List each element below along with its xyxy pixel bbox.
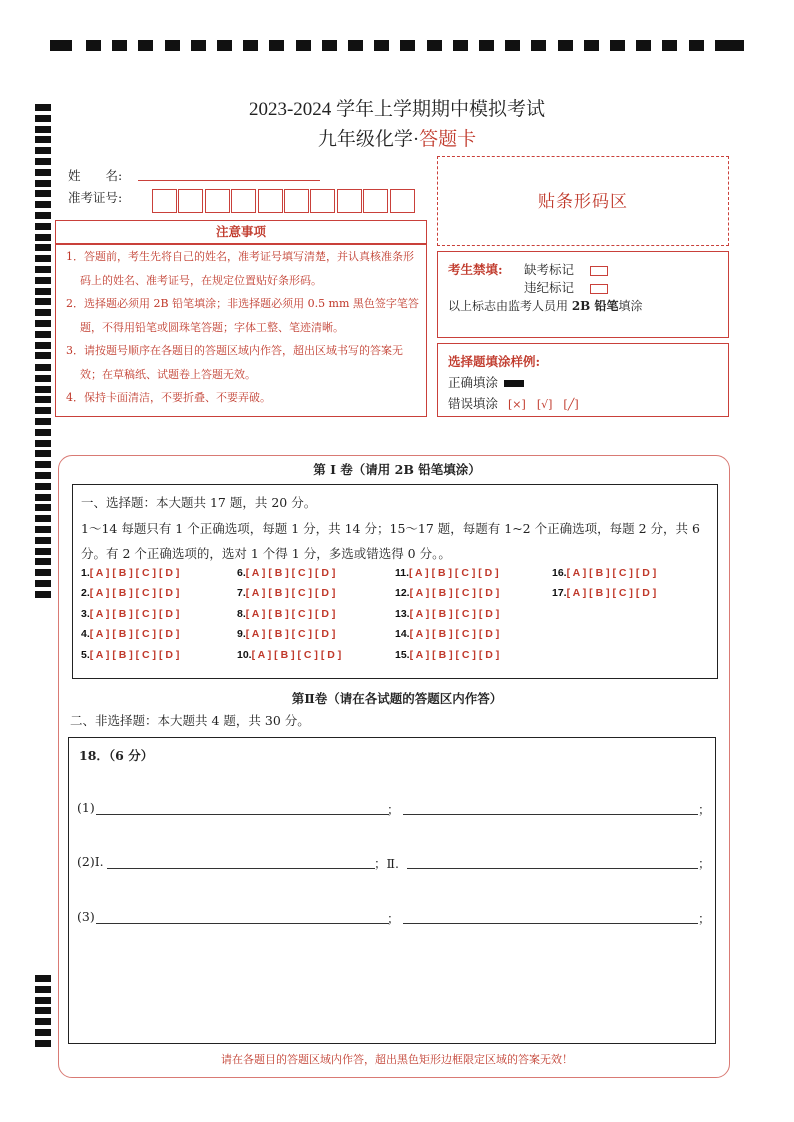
part1-title: 第 I 卷（请用 2B 铅笔填涂） bbox=[313, 462, 481, 477]
timing-mark bbox=[35, 386, 51, 393]
choice-section-title: 一、选择题：本大题共 17 题，共 20 分。 bbox=[81, 495, 317, 510]
exam-id-digit-box[interactable] bbox=[390, 189, 415, 213]
timing-mark bbox=[35, 190, 51, 197]
q18-row1-end: ； bbox=[698, 802, 711, 817]
notice-body bbox=[55, 244, 427, 417]
notice-header bbox=[55, 220, 427, 244]
timing-mark bbox=[35, 288, 51, 295]
choice-question-12[interactable] bbox=[395, 587, 499, 599]
part2-title: 第Ⅱ卷（请在各试题的答题区内作答） bbox=[291, 691, 503, 706]
choice-question-4[interactable] bbox=[81, 628, 179, 640]
choice-question-16[interactable] bbox=[552, 567, 656, 579]
option-bubbles[interactable]: [ A ] [ B ] [ C ] [ D ] bbox=[409, 587, 500, 599]
option-bubbles[interactable]: [ A ] [ B ] [ C ] [ D ] bbox=[89, 628, 180, 640]
timing-mark bbox=[348, 40, 363, 51]
timing-mark bbox=[479, 40, 494, 51]
timing-mark bbox=[35, 407, 51, 414]
choice-section bbox=[72, 484, 718, 679]
timing-mark bbox=[584, 40, 599, 51]
timing-mark bbox=[689, 40, 704, 51]
q18-row2-blank2[interactable] bbox=[407, 868, 698, 869]
timing-mark bbox=[427, 40, 442, 51]
absent-checkbox bbox=[590, 266, 608, 276]
question-number: 10. bbox=[237, 649, 252, 661]
violation-mark: 违纪标记 bbox=[524, 278, 608, 296]
choice-question-11[interactable] bbox=[395, 567, 499, 579]
timing-mark bbox=[35, 234, 51, 241]
question-number: 5. bbox=[81, 649, 90, 661]
exam-id-digit-box[interactable] bbox=[205, 189, 230, 213]
option-bubbles[interactable]: [ A ] [ B ] [ C ] [ D ] bbox=[245, 587, 336, 599]
notice-item: 3．请按题号顺序在各题目的答题区域内作答，超出区域书写的答案无效；在草稿纸、试题卷上答题无效。 bbox=[66, 344, 403, 381]
timing-mark bbox=[269, 40, 284, 51]
timing-mark bbox=[35, 504, 51, 511]
timing-mark bbox=[636, 40, 651, 51]
sample-title: 选择题填涂样例: bbox=[448, 354, 541, 369]
timing-mark bbox=[662, 40, 677, 51]
filled-mark bbox=[504, 380, 524, 387]
q18-row3-sep: ； bbox=[387, 911, 400, 926]
exam-id-label: 准考证号: bbox=[68, 190, 123, 205]
timing-mark bbox=[35, 997, 51, 1004]
exam-id-digit-box[interactable] bbox=[231, 189, 256, 213]
q18-row2-sep: ；Ⅱ. bbox=[374, 856, 399, 871]
choice-instructions: 1～14 每题只有 1 个正确选项，每题 1 分，共 14 分；15～17 题，每题有 1~2 个正确选项，每题 2 分，共 6 分。有 2 个正确选项的，选对 1 个得 1 分，多选或错选得 0 分。。 bbox=[81, 521, 700, 561]
choice-question-9[interactable] bbox=[237, 628, 335, 640]
timing-mark bbox=[322, 40, 337, 51]
timing-mark bbox=[35, 266, 51, 273]
q18-row2-end: ； bbox=[698, 856, 711, 871]
question-number: 15. bbox=[395, 649, 410, 661]
option-bubbles[interactable]: [ A ] [ B ] [ C ] [ D ] bbox=[251, 649, 342, 661]
timing-mark bbox=[243, 40, 258, 51]
timing-mark bbox=[558, 40, 573, 51]
barcode-area-label: 贴条形码区 bbox=[538, 192, 628, 212]
timing-mark bbox=[35, 396, 51, 403]
q18-row2-blank1[interactable] bbox=[107, 868, 375, 869]
forbidden-title: 考生禁填: bbox=[448, 262, 503, 277]
timing-mark bbox=[296, 40, 311, 51]
question-number: 7. bbox=[237, 587, 246, 599]
timing-mark bbox=[35, 591, 51, 598]
timing-mark bbox=[35, 580, 51, 587]
choice-question-8[interactable] bbox=[237, 608, 335, 620]
option-bubbles[interactable]: [ A ] [ B ] [ C ] [ D ] bbox=[89, 649, 180, 661]
violation-checkbox bbox=[590, 284, 608, 294]
option-bubbles[interactable]: [ A ] [ B ] [ C ] [ D ] bbox=[89, 587, 180, 599]
notice-item: 2．选择题必须用 2B 铅笔填涂；非选择题必须用 0.5 mm 黑色签字笔答题，不得用铅笔或圆珠笔答题；字体工整、笔迹清晰。 bbox=[66, 297, 419, 334]
timing-mark bbox=[35, 158, 51, 165]
timing-mark bbox=[35, 429, 51, 436]
timing-mark bbox=[35, 1018, 51, 1025]
timing-mark bbox=[722, 40, 744, 51]
timing-mark bbox=[35, 342, 51, 349]
timing-mark bbox=[138, 40, 153, 51]
q18-title: 18．（6 分） bbox=[79, 748, 154, 763]
timing-mark bbox=[35, 223, 51, 230]
question-number: 9. bbox=[237, 628, 246, 640]
choice-question-13[interactable] bbox=[395, 608, 499, 620]
timing-mark bbox=[531, 40, 546, 51]
footer-warning: 请在各题目的答题区域内作答，超出黑色矩形边框限定区域的答案无效！ bbox=[221, 1053, 573, 1066]
timing-mark bbox=[400, 40, 415, 51]
timing-mark bbox=[35, 537, 51, 544]
choice-question-10[interactable] bbox=[237, 649, 341, 661]
option-bubbles[interactable]: [ A ] [ B ] [ C ] [ D ] bbox=[409, 628, 500, 640]
choice-question-15[interactable] bbox=[395, 649, 499, 661]
timing-mark bbox=[35, 975, 51, 982]
timing-mark bbox=[35, 558, 51, 565]
question-number: 2. bbox=[81, 587, 90, 599]
q18-row3-blank2[interactable] bbox=[403, 923, 698, 924]
absent-mark: 缺考标记 bbox=[524, 260, 608, 278]
timing-mark bbox=[35, 331, 51, 338]
notice-item: 4．保持卡面清洁，不要折叠、不要弄破。 bbox=[66, 391, 271, 404]
timing-mark bbox=[35, 212, 51, 219]
q18-row1-sep: ； bbox=[387, 802, 400, 817]
q18-row1-label: (1) bbox=[77, 800, 95, 815]
timing-mark bbox=[35, 440, 51, 447]
timing-mark bbox=[35, 483, 51, 490]
option-bubbles[interactable]: [ A ] [ B ] [ C ] [ D ] bbox=[409, 608, 500, 620]
timing-mark bbox=[505, 40, 520, 51]
exam-id-digit-box[interactable] bbox=[310, 189, 335, 213]
q18-row3-blank1[interactable] bbox=[96, 923, 389, 924]
name-label: 姓 名: bbox=[68, 168, 123, 183]
timing-mark bbox=[35, 548, 51, 555]
exam-id-digit-box[interactable] bbox=[337, 189, 362, 213]
timing-mark bbox=[35, 309, 51, 316]
question-number: 16. bbox=[552, 567, 567, 579]
exam-id-digit-box[interactable] bbox=[363, 189, 388, 213]
exam-title: 2023-2024 学年上学期期中模拟考试 bbox=[248, 99, 546, 120]
notice-title: 注意事项 bbox=[215, 224, 266, 239]
timing-mark bbox=[35, 320, 51, 327]
question-number: 11. bbox=[395, 567, 410, 579]
q18-row3-label: (3) bbox=[77, 909, 95, 924]
timing-mark bbox=[35, 298, 51, 305]
nonchoice-section-title: 二、非选择题：本大题共 4 题，共 30 分。 bbox=[70, 713, 310, 728]
timing-mark bbox=[35, 277, 51, 284]
exam-id-digit-box[interactable] bbox=[178, 189, 203, 213]
option-bubbles[interactable]: [ A ] [ B ] [ C ] [ D ] bbox=[245, 567, 336, 579]
card-title: 九年级化学·答题卡 bbox=[317, 129, 477, 150]
timing-mark bbox=[35, 180, 51, 187]
choice-question-2[interactable] bbox=[81, 587, 179, 599]
question-number: 3. bbox=[81, 608, 90, 620]
question-number: 14. bbox=[395, 628, 410, 640]
sample-box bbox=[437, 343, 729, 417]
timing-mark bbox=[165, 40, 180, 51]
timing-mark bbox=[35, 1007, 51, 1014]
timing-mark bbox=[35, 418, 51, 425]
option-bubbles[interactable]: [ A ] [ B ] [ C ] [ D ] bbox=[409, 649, 500, 661]
timing-mark bbox=[35, 352, 51, 359]
barcode-area bbox=[437, 156, 729, 246]
q18-row2-label: (2)Ⅰ. bbox=[77, 854, 104, 869]
timing-mark bbox=[35, 364, 51, 371]
forbidden-footnote: 以上标志由监考人员用 2B 铅笔填涂 bbox=[448, 299, 643, 313]
timing-mark bbox=[35, 494, 51, 501]
option-bubbles[interactable]: [ A ] [ B ] [ C ] [ D ] bbox=[89, 608, 180, 620]
notice-item: 1．答题前，考生先将自己的姓名，准考证号填写清楚，并认真核准条形码上的姓名、准考证号，在规定位置贴好条形码。 bbox=[66, 250, 414, 287]
timing-mark bbox=[35, 375, 51, 382]
timing-mark bbox=[610, 40, 625, 51]
timing-mark bbox=[35, 526, 51, 533]
exam-id-digit-box[interactable] bbox=[284, 189, 309, 213]
timing-mark bbox=[453, 40, 468, 51]
timing-mark bbox=[35, 201, 51, 208]
choice-question-1[interactable] bbox=[81, 567, 179, 579]
timing-mark bbox=[35, 569, 51, 576]
choice-question-7[interactable] bbox=[237, 587, 335, 599]
choice-question-5[interactable] bbox=[81, 649, 179, 661]
timing-mark bbox=[86, 40, 101, 51]
correct-sample: 正确填涂 bbox=[448, 373, 524, 391]
question-number: 1. bbox=[81, 567, 90, 579]
wrong-sample: 错误填涂 [×] [√] [╱] bbox=[448, 396, 579, 411]
option-bubbles[interactable]: [ A ] [ B ] [ C ] [ D ] bbox=[89, 567, 180, 579]
timing-mark bbox=[35, 1040, 51, 1047]
q18-answer-box[interactable] bbox=[68, 737, 716, 1044]
choice-question-6[interactable] bbox=[237, 567, 335, 579]
timing-mark bbox=[35, 986, 51, 993]
forbidden-box bbox=[437, 251, 729, 338]
timing-mark bbox=[112, 40, 127, 51]
timing-mark bbox=[50, 40, 72, 51]
question-number: 4. bbox=[81, 628, 90, 640]
timing-mark bbox=[35, 255, 51, 262]
timing-mark bbox=[374, 40, 389, 51]
q18-row3-end: ； bbox=[698, 911, 711, 926]
option-bubbles[interactable]: [ A ] [ B ] [ C ] [ D ] bbox=[245, 608, 336, 620]
question-number: 17. bbox=[552, 587, 567, 599]
timing-mark bbox=[217, 40, 232, 51]
exam-id-digit-box[interactable] bbox=[258, 189, 283, 213]
timing-marks-top bbox=[50, 38, 750, 52]
timing-mark bbox=[35, 1029, 51, 1036]
q18-row1-blank2[interactable] bbox=[403, 814, 698, 815]
question-number: 6. bbox=[237, 567, 246, 579]
timing-mark bbox=[35, 515, 51, 522]
option-bubbles[interactable]: [ A ] [ B ] [ C ] [ D ] bbox=[566, 587, 657, 599]
q18-row1-blank1[interactable] bbox=[96, 814, 389, 815]
option-bubbles[interactable]: [ A ] [ B ] [ C ] [ D ] bbox=[245, 628, 336, 640]
timing-mark bbox=[35, 169, 51, 176]
question-number: 13. bbox=[395, 608, 410, 620]
question-number: 12. bbox=[395, 587, 410, 599]
option-bubbles[interactable]: [ A ] [ B ] [ C ] [ D ] bbox=[566, 567, 657, 579]
choice-question-14[interactable] bbox=[395, 628, 499, 640]
timing-mark bbox=[191, 40, 206, 51]
option-bubbles[interactable]: [ A ] [ B ] [ C ] [ D ] bbox=[409, 567, 499, 579]
exam-id-digit-box[interactable] bbox=[152, 189, 177, 213]
timing-mark bbox=[35, 244, 51, 251]
choice-question-17[interactable] bbox=[552, 587, 656, 599]
name-input-line[interactable] bbox=[138, 180, 320, 181]
timing-mark bbox=[35, 450, 51, 457]
question-number: 8. bbox=[237, 608, 246, 620]
choice-question-3[interactable] bbox=[81, 608, 179, 620]
